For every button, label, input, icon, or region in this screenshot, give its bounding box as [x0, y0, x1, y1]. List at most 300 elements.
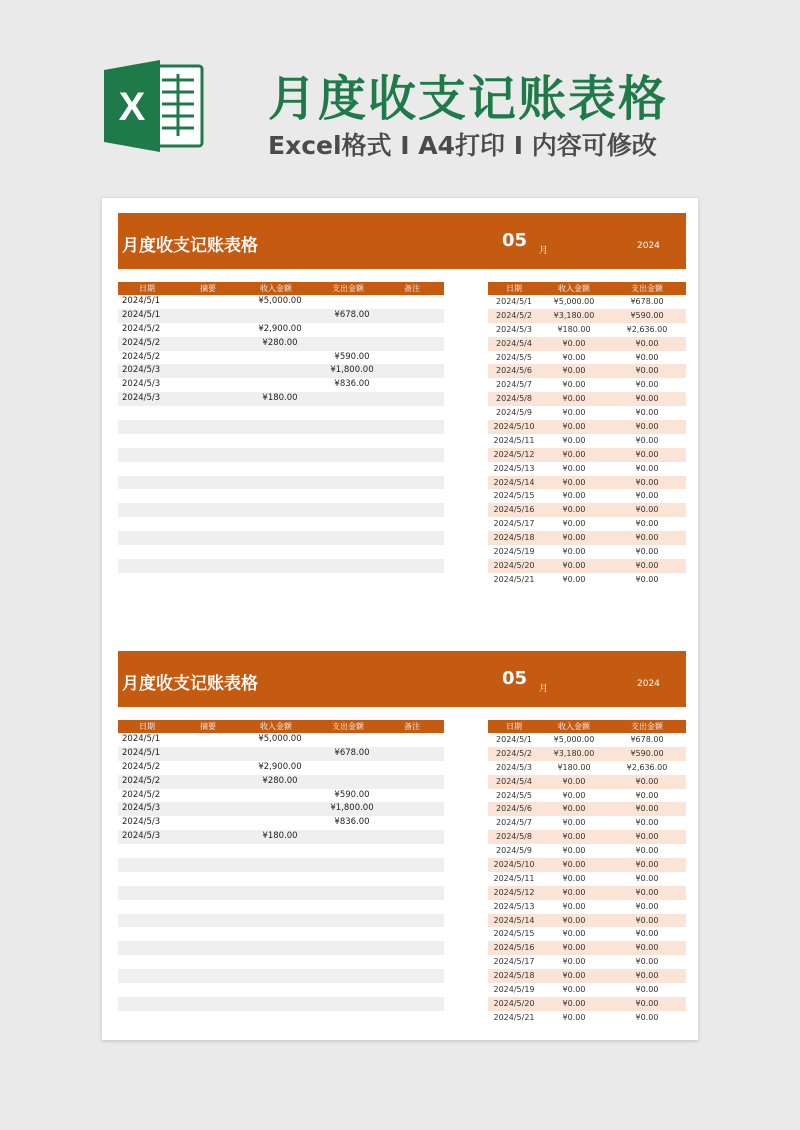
ledger-cell[interactable]	[388, 802, 444, 816]
summary-cell: ¥0.00	[562, 533, 586, 543]
ledger-cell[interactable]	[180, 900, 244, 914]
ledger-cell[interactable]: 2024/5/1	[122, 734, 161, 744]
ledger-cell[interactable]	[180, 955, 244, 969]
ledger-cell[interactable]	[244, 816, 316, 830]
ledger-header-row	[118, 720, 444, 733]
ledger-cell[interactable]	[180, 448, 244, 462]
ledger-cell[interactable]	[244, 573, 316, 587]
summary-row	[488, 559, 686, 573]
summary-cell: ¥0.00	[562, 887, 586, 897]
ledger-row	[118, 295, 444, 309]
ledger-cell[interactable]	[388, 747, 444, 761]
ledger-cell[interactable]	[118, 476, 180, 490]
ledger-cell[interactable]	[244, 531, 316, 545]
summary-row	[488, 802, 686, 816]
summary-cell: ¥0.00	[562, 547, 586, 557]
summary-cell: ¥0.00	[635, 422, 659, 432]
ledger-cell[interactable]	[316, 844, 388, 858]
summary-row	[488, 420, 686, 434]
ledger-cell[interactable]	[118, 406, 180, 420]
ledger-cell[interactable]	[180, 309, 244, 323]
ledger-body	[118, 295, 444, 587]
summary-cell: 2024/5/18	[493, 971, 535, 981]
summary-cell: 2024/5/15	[493, 491, 535, 501]
summary-cell: 2024/5/7	[496, 380, 532, 390]
ledger-cell[interactable]	[118, 983, 180, 997]
summary-row	[488, 955, 686, 969]
summary-cell: ¥0.00	[562, 818, 586, 828]
ledger-cell[interactable]	[180, 761, 244, 775]
ledger-cell[interactable]	[244, 747, 316, 761]
ledger-cell[interactable]	[180, 802, 244, 816]
ledger-cell[interactable]	[388, 775, 444, 789]
summary-cell: ¥0.00	[635, 505, 659, 515]
ledger-cell[interactable]	[388, 545, 444, 559]
ledger-cell[interactable]	[118, 844, 180, 858]
ledger-cell[interactable]: 2024/5/3	[122, 831, 161, 842]
ledger-cell[interactable]	[316, 323, 388, 337]
ledger-cell[interactable]	[244, 406, 316, 420]
ledger-cell[interactable]	[388, 872, 444, 886]
ledger-cell[interactable]	[180, 503, 244, 517]
ledger-cell[interactable]	[244, 997, 316, 1011]
ledger-header-cell: 收入金额	[260, 284, 292, 293]
ledger-cell[interactable]	[388, 733, 444, 747]
ledger-cell[interactable]	[118, 462, 180, 476]
summary-header-cell: 收入金额	[558, 284, 590, 293]
ledger-cell[interactable]: 2024/5/3	[122, 393, 161, 404]
ledger-cell[interactable]	[316, 337, 388, 351]
ledger-cell[interactable]	[244, 983, 316, 997]
ledger-cell[interactable]	[118, 1011, 180, 1025]
summary-cell: 2024/5/13	[493, 901, 535, 911]
ledger-cell[interactable]	[180, 789, 244, 803]
ledger-cell[interactable]	[244, 420, 316, 434]
ledger-cell[interactable]: ¥280.00	[262, 337, 298, 348]
ledger-cell[interactable]	[244, 503, 316, 517]
ledger-cell[interactable]	[180, 733, 244, 747]
ledger-cell[interactable]	[244, 900, 316, 914]
ledger-cell[interactable]	[388, 761, 444, 775]
ledger-cell[interactable]	[118, 489, 180, 503]
ledger-row	[118, 941, 444, 955]
ledger-cell[interactable]	[244, 364, 316, 378]
ledger-cell[interactable]	[316, 872, 388, 886]
summary-cell: ¥0.00	[635, 547, 659, 557]
ledger-cell[interactable]	[244, 378, 316, 392]
ledger-cell[interactable]	[118, 872, 180, 886]
ledger-cell[interactable]	[180, 941, 244, 955]
ledger-row	[118, 559, 444, 573]
ledger-row	[118, 545, 444, 559]
ledger-cell[interactable]	[244, 858, 316, 872]
sheet-banner	[118, 651, 686, 707]
ledger-cell[interactable]	[244, 559, 316, 573]
ledger-cell[interactable]	[118, 955, 180, 969]
ledger-cell[interactable]	[316, 1011, 388, 1025]
ledger-cell[interactable]	[316, 573, 388, 587]
ledger-cell[interactable]	[388, 531, 444, 545]
ledger-cell[interactable]	[388, 1011, 444, 1025]
ledger-cell[interactable]	[388, 392, 444, 406]
ledger-cell[interactable]	[180, 983, 244, 997]
ledger-cell[interactable]	[180, 927, 244, 941]
ledger-row	[118, 775, 444, 789]
ledger-cell[interactable]	[118, 886, 180, 900]
summary-row	[488, 462, 686, 476]
ledger-cell[interactable]	[244, 941, 316, 955]
ledger-cell[interactable]	[388, 406, 444, 420]
ledger-cell[interactable]	[388, 337, 444, 351]
summary-row	[488, 406, 686, 420]
ledger-cell[interactable]	[316, 392, 388, 406]
ledger-cell[interactable]	[316, 914, 388, 928]
ledger-row	[118, 309, 444, 323]
ledger-cell[interactable]	[388, 573, 444, 587]
ledger-cell[interactable]: ¥836.00	[334, 817, 370, 828]
summary-row	[488, 844, 686, 858]
ledger-cell[interactable]	[316, 545, 388, 559]
ledger-cell[interactable]: 2024/5/1	[122, 747, 161, 758]
ledger-cell[interactable]: ¥5,000.00	[258, 734, 302, 744]
summary-cell: 2024/5/21	[493, 574, 535, 584]
ledger-cell[interactable]	[316, 406, 388, 420]
summary-cell: ¥3,180.00	[553, 748, 595, 758]
ledger-cell[interactable]	[388, 789, 444, 803]
ledger-cell[interactable]	[118, 448, 180, 462]
ledger-row	[118, 573, 444, 587]
summary-row	[488, 789, 686, 803]
ledger-cell[interactable]	[244, 886, 316, 900]
ledger-cell[interactable]	[244, 844, 316, 858]
ledger-cell[interactable]	[388, 955, 444, 969]
sheet-month: 05	[502, 668, 528, 689]
ledger-cell[interactable]	[118, 997, 180, 1011]
logo-letter: X	[118, 85, 146, 129]
ledger-cell[interactable]	[244, 476, 316, 490]
ledger-cell[interactable]: 2024/5/2	[122, 775, 161, 786]
ledger-cell[interactable]	[316, 559, 388, 573]
ledger-cell[interactable]	[388, 900, 444, 914]
ledger-cell[interactable]	[388, 323, 444, 337]
header	[0, 0, 800, 200]
ledger-cell[interactable]: ¥1,800.00	[330, 803, 374, 814]
ledger-cell[interactable]	[180, 858, 244, 872]
ledger-cell[interactable]	[180, 337, 244, 351]
ledger-cell[interactable]	[118, 969, 180, 983]
summary-header-cell: 支出金额	[631, 284, 663, 293]
ledger-row	[118, 886, 444, 900]
summary-row	[488, 830, 686, 844]
ledger-cell[interactable]: ¥1,800.00	[330, 365, 374, 376]
ledger-header-cell: 日期	[139, 722, 155, 731]
ledger-cell[interactable]	[316, 503, 388, 517]
ledger-cell[interactable]	[118, 941, 180, 955]
ledger-cell[interactable]	[244, 927, 316, 941]
summary-row	[488, 816, 686, 830]
ledger-cell[interactable]	[316, 448, 388, 462]
ledger-cell[interactable]	[388, 448, 444, 462]
ledger-cell[interactable]	[180, 559, 244, 573]
summary-cell: ¥0.00	[562, 832, 586, 842]
summary-cell: 2024/5/1	[496, 297, 532, 306]
ledger-cell[interactable]	[244, 434, 316, 448]
ledger-cell[interactable]: 2024/5/3	[122, 379, 161, 390]
ledger-cell[interactable]	[244, 789, 316, 803]
summary-cell: ¥0.00	[635, 366, 659, 376]
ledger-cell[interactable]: ¥678.00	[334, 309, 370, 320]
summary-cell: ¥0.00	[635, 804, 659, 814]
ledger-cell[interactable]	[180, 775, 244, 789]
ledger-cell[interactable]: ¥180.00	[262, 393, 298, 404]
ledger-cell[interactable]: 2024/5/3	[122, 365, 161, 376]
ledger-cell[interactable]	[388, 351, 444, 365]
summary-cell: 2024/5/20	[493, 560, 535, 570]
ledger-cell[interactable]	[244, 448, 316, 462]
ledger-cell[interactable]	[388, 503, 444, 517]
ledger-cell[interactable]	[118, 545, 180, 559]
ledger-cell[interactable]	[244, 955, 316, 969]
ledger-cell[interactable]: 2024/5/1	[122, 309, 161, 320]
ledger-cell[interactable]	[118, 434, 180, 448]
ledger-cell[interactable]	[180, 573, 244, 587]
ledger-cell[interactable]	[244, 872, 316, 886]
ledger-cell[interactable]	[316, 900, 388, 914]
summary-cell: ¥0.00	[635, 860, 659, 870]
ledger-cell[interactable]	[316, 969, 388, 983]
ledger-cell[interactable]: ¥2,900.00	[258, 761, 302, 772]
ledger-cell[interactable]	[244, 969, 316, 983]
ledger-cell[interactable]: ¥280.00	[262, 775, 298, 786]
ledger-cell[interactable]: ¥590.00	[334, 789, 370, 800]
ledger-cell[interactable]	[180, 969, 244, 983]
ledger-cell[interactable]	[180, 323, 244, 337]
ledger-cell[interactable]	[244, 517, 316, 531]
ledger-cell[interactable]	[180, 1011, 244, 1025]
summary-cell: ¥0.00	[635, 957, 659, 967]
ledger-cell[interactable]	[118, 531, 180, 545]
ledger-cell[interactable]	[316, 295, 388, 309]
summary-cell: ¥0.00	[562, 985, 586, 995]
ledger-cell[interactable]	[244, 489, 316, 503]
ledger-cell[interactable]	[244, 309, 316, 323]
ledger-row	[118, 323, 444, 337]
ledger-cell[interactable]	[180, 364, 244, 378]
summary-cell: 2024/5/17	[493, 519, 535, 529]
ledger-cell[interactable]	[118, 420, 180, 434]
ledger-cell[interactable]	[388, 941, 444, 955]
ledger-row	[118, 406, 444, 420]
ledger-cell[interactable]: 2024/5/2	[122, 761, 161, 772]
ledger-cell[interactable]	[118, 559, 180, 573]
ledger-cell[interactable]	[388, 378, 444, 392]
ledger-cell[interactable]	[388, 886, 444, 900]
ledger-cell[interactable]	[388, 844, 444, 858]
summary-cell: ¥0.00	[635, 901, 659, 911]
summary-cell: ¥0.00	[635, 985, 659, 995]
summary-cell: ¥0.00	[635, 519, 659, 529]
summary-row	[488, 858, 686, 872]
summary-cell: 2024/5/17	[493, 957, 535, 967]
ledger-cell[interactable]	[244, 802, 316, 816]
ledger-cell[interactable]: ¥5,000.00	[258, 296, 302, 306]
summary-cell: 2024/5/7	[496, 818, 532, 828]
ledger-cell[interactable]: 2024/5/2	[122, 337, 161, 348]
summary-header-cell: 支出金额	[631, 722, 663, 731]
ledger-cell[interactable]	[180, 392, 244, 406]
ledger-cell[interactable]: 2024/5/2	[122, 351, 161, 362]
ledger-cell[interactable]	[180, 531, 244, 545]
ledger-cell[interactable]	[388, 997, 444, 1011]
ledger-cell[interactable]	[180, 844, 244, 858]
sheet-year: 2024	[637, 679, 660, 689]
ledger-cell[interactable]	[388, 830, 444, 844]
ledger-cell[interactable]: ¥180.00	[262, 831, 298, 842]
ledger-row	[118, 802, 444, 816]
ledger-cell[interactable]	[180, 406, 244, 420]
ledger-cell[interactable]	[118, 927, 180, 941]
sheet-month: 05	[502, 230, 528, 251]
ledger-cell[interactable]: ¥2,900.00	[258, 323, 302, 334]
ledger-cell[interactable]: 2024/5/3	[122, 817, 161, 828]
ledger-cell[interactable]	[118, 517, 180, 531]
ledger-cell[interactable]	[388, 295, 444, 309]
ledger-cell[interactable]	[180, 462, 244, 476]
ledger-cell[interactable]	[388, 927, 444, 941]
ledger-cell[interactable]	[316, 830, 388, 844]
ledger-cell[interactable]	[244, 545, 316, 559]
summary-cell: 2024/5/9	[496, 846, 532, 856]
summary-cell: ¥2,636.00	[626, 762, 668, 772]
summary-cell: 2024/5/18	[493, 533, 535, 543]
ledger-cell[interactable]	[316, 733, 388, 747]
ledger-cell[interactable]	[180, 420, 244, 434]
ledger-cell[interactable]	[388, 969, 444, 983]
ledger-cell[interactable]	[180, 351, 244, 365]
summary-row	[488, 914, 686, 928]
ledger-cell[interactable]	[244, 462, 316, 476]
summary-body	[488, 295, 686, 587]
summary-cell: 2024/5/8	[496, 394, 532, 404]
summary-cell: ¥0.00	[562, 477, 586, 487]
ledger-cell[interactable]	[316, 886, 388, 900]
summary-cell: 2024/5/4	[496, 338, 532, 348]
summary-cell: 2024/5/15	[493, 929, 535, 939]
ledger-cell[interactable]	[388, 462, 444, 476]
summary-row	[488, 872, 686, 886]
ledger-cell[interactable]	[180, 816, 244, 830]
ledger-cell[interactable]	[388, 476, 444, 490]
ledger-cell[interactable]: 2024/5/3	[122, 803, 161, 814]
ledger-cell[interactable]	[316, 434, 388, 448]
summary-cell: ¥0.00	[562, 338, 586, 348]
summary-cell: ¥0.00	[635, 887, 659, 897]
ledger-cell[interactable]	[180, 517, 244, 531]
ledger-cell[interactable]: ¥836.00	[334, 379, 370, 390]
ledger-cell[interactable]	[388, 309, 444, 323]
summary-cell: ¥0.00	[562, 1012, 586, 1022]
sheet-month-unit: 月	[539, 246, 549, 256]
ledger-cell[interactable]: 2024/5/2	[122, 323, 161, 334]
summary-cell: ¥0.00	[562, 560, 586, 570]
ledger-cell[interactable]	[316, 941, 388, 955]
ledger-cell[interactable]	[388, 914, 444, 928]
ledger-cell[interactable]	[316, 858, 388, 872]
ledger-cell[interactable]	[316, 927, 388, 941]
ledger-cell[interactable]	[316, 517, 388, 531]
ledger-cell[interactable]	[388, 858, 444, 872]
ledger-cell[interactable]	[180, 489, 244, 503]
ledger-cell[interactable]	[244, 1011, 316, 1025]
ledger-cell[interactable]	[388, 434, 444, 448]
ledger-cell[interactable]	[316, 462, 388, 476]
summary-cell: ¥0.00	[562, 804, 586, 814]
ledger-cell[interactable]	[180, 997, 244, 1011]
ledger-cell[interactable]	[118, 503, 180, 517]
ledger-cell[interactable]	[388, 983, 444, 997]
ledger-cell[interactable]: ¥678.00	[334, 747, 370, 758]
summary-row	[488, 997, 686, 1011]
ledger-cell[interactable]	[388, 489, 444, 503]
ledger-cell[interactable]	[316, 761, 388, 775]
ledger-cell[interactable]	[118, 858, 180, 872]
summary-row	[488, 392, 686, 406]
ledger-cell[interactable]	[316, 476, 388, 490]
ledger-cell[interactable]	[180, 747, 244, 761]
ledger-cell[interactable]	[388, 816, 444, 830]
ledger-row	[118, 816, 444, 830]
ledger-cell[interactable]	[180, 872, 244, 886]
ledger-row	[118, 955, 444, 969]
ledger-cell[interactable]	[180, 886, 244, 900]
ledger-cell[interactable]	[180, 545, 244, 559]
ledger-cell[interactable]	[118, 914, 180, 928]
ledger-cell[interactable]: 2024/5/2	[122, 789, 161, 800]
ledger-cell[interactable]	[388, 364, 444, 378]
ledger-cell[interactable]	[316, 775, 388, 789]
summary-cell: ¥0.00	[635, 560, 659, 570]
ledger-cell[interactable]	[180, 830, 244, 844]
ledger-cell[interactable]: ¥590.00	[334, 351, 370, 362]
ledger-cell[interactable]	[388, 420, 444, 434]
summary-cell: ¥0.00	[562, 929, 586, 939]
ledger-table	[118, 720, 444, 1025]
ledger-cell[interactable]	[388, 517, 444, 531]
ledger-cell[interactable]	[244, 914, 316, 928]
ledger-row	[118, 927, 444, 941]
ledger-cell[interactable]	[316, 955, 388, 969]
ledger-cell[interactable]	[316, 489, 388, 503]
ledger-cell[interactable]	[180, 434, 244, 448]
ledger-cell[interactable]	[118, 573, 180, 587]
summary-cell: 2024/5/2	[496, 310, 532, 320]
summary-body	[488, 733, 686, 1025]
summary-cell: 2024/5/4	[496, 776, 532, 786]
ledger-cell[interactable]	[180, 476, 244, 490]
ledger-cell[interactable]	[316, 420, 388, 434]
ledger-cell[interactable]	[180, 378, 244, 392]
ledger-cell[interactable]: 2024/5/1	[122, 296, 161, 306]
ledger-cell[interactable]	[388, 559, 444, 573]
ledger-cell[interactable]	[180, 295, 244, 309]
ledger-cell[interactable]	[180, 914, 244, 928]
ledger-cell[interactable]	[316, 531, 388, 545]
ledger-cell[interactable]	[244, 351, 316, 365]
ledger-cell[interactable]	[118, 900, 180, 914]
ledger-cell[interactable]	[316, 983, 388, 997]
ledger-cell[interactable]	[316, 997, 388, 1011]
summary-cell: ¥0.00	[562, 776, 586, 786]
